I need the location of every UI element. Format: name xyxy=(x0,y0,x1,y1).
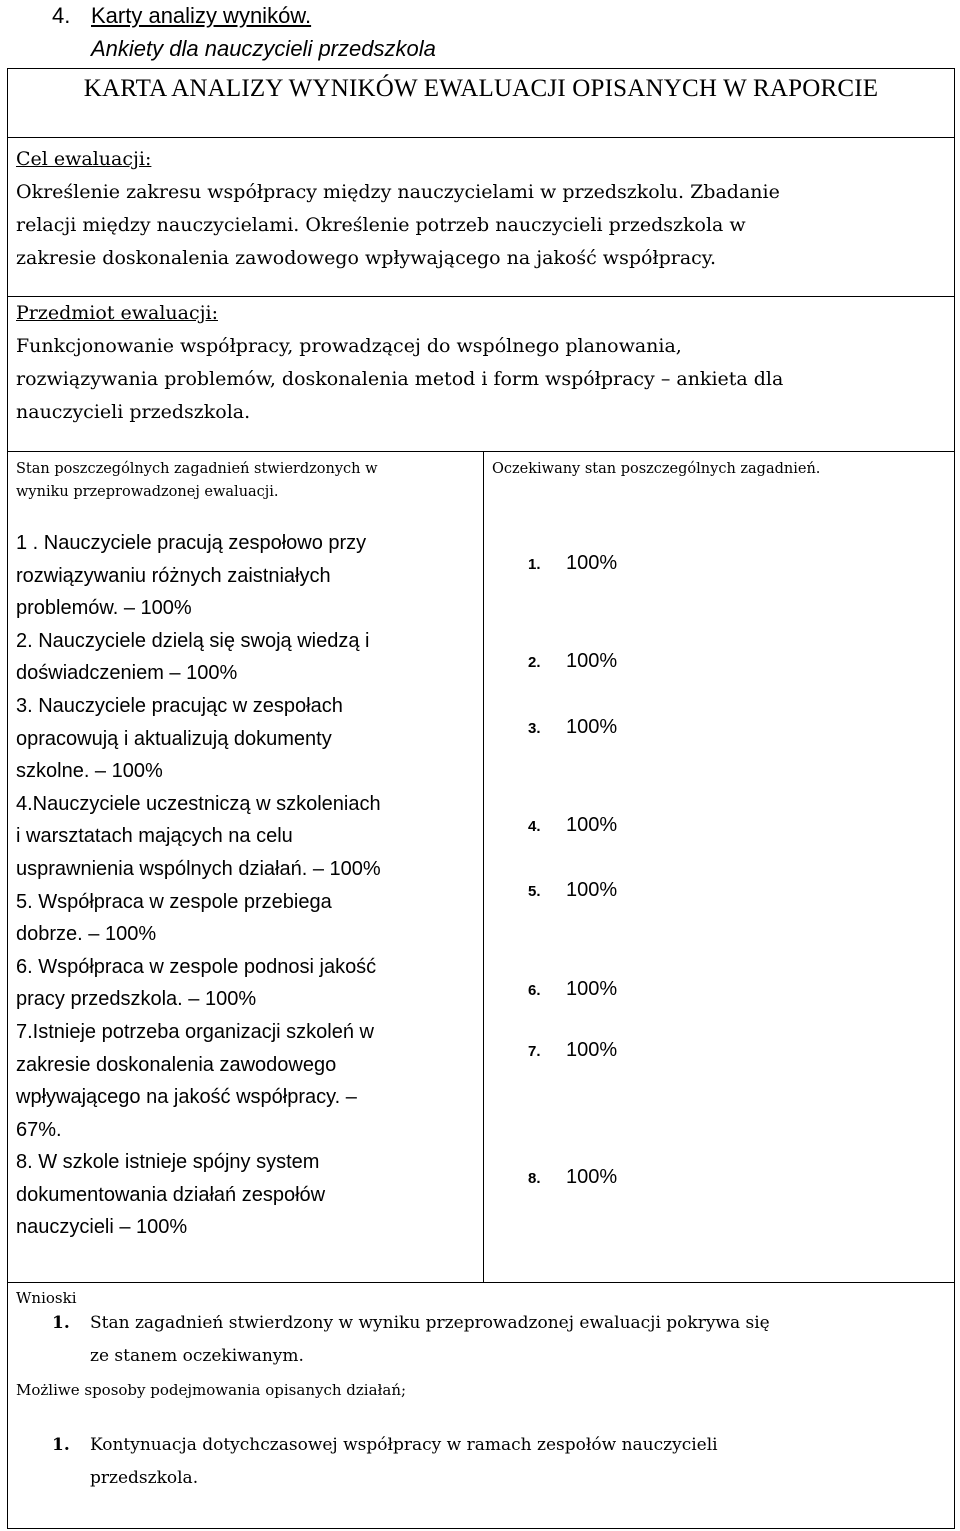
column-header-line: Stan poszczególnych zagadnień stwierdzonych w xyxy=(16,461,378,477)
expected-item: 5. 100% xyxy=(528,879,618,901)
conclusion-line: Stan zagadnień stwierdzony w wyniku przeprowadzonej ewaluacji pokrywa się xyxy=(90,1313,770,1333)
conclusion-item xyxy=(52,1307,947,1373)
conclusion-line: ze stanem oczekiwanym. xyxy=(90,1346,304,1366)
finding-item: 8. W szkole istnieje spójny system dokumentowania działań zespołów nauczycieli – 100% xyxy=(16,1151,326,1239)
expected-item: 1. 100% xyxy=(528,552,618,574)
goal-label: Cel ewaluacji: xyxy=(16,148,152,170)
divider xyxy=(8,137,954,138)
expected-item: 8. 100% xyxy=(528,1166,618,1188)
finding-item: 7.Istnieje potrzeba organizacji szkoleń w zakresie doskonalenia zawodowego wpływającego na jakość współpracy. – 67%. xyxy=(16,1020,374,1141)
card-title: KARTA ANALIZY WYNIKÓW EWALUACJI OPISANYCH W RAPORCIE xyxy=(83,75,879,102)
subject-label: Przedmiot ewaluacji: xyxy=(16,302,218,324)
column-header-current xyxy=(16,458,486,504)
finding-item: 2. Nauczyciele dzielą się swoją wiedzą i doświadczeniem – 100% xyxy=(16,629,370,685)
goal-line: zakresie doskonalenia zawodowego wpływającego na jakość współpracy. xyxy=(16,247,717,269)
expected-item: 4. 100% xyxy=(528,814,618,836)
finding-item: 5. Współpraca w zespole przebiega dobrze. – 100% xyxy=(16,890,332,946)
expected-item: 7. 100% xyxy=(528,1039,618,1061)
actions-label: Możliwe sposoby podejmowania opisanych działań; xyxy=(16,1381,407,1399)
finding-item: 6. Współpraca w zespole podnosi jakość pracy przedszkola. – 100% xyxy=(16,955,377,1011)
action-line: przedszkola. xyxy=(90,1468,199,1488)
goal-line: Określenie zakresu współpracy między nauczycielami w przedszkolu. Zbadanie xyxy=(16,181,780,203)
finding-item: 3. Nauczyciele pracując w zespołach opracowują i aktualizują dokumenty szkolne. – 100% xyxy=(16,694,343,783)
goal-line: relacji między nauczycielami. Określenie potrzeb nauczycieli przedszkola w xyxy=(16,214,746,236)
action-item xyxy=(52,1429,947,1495)
section-heading xyxy=(52,0,311,32)
analysis-card xyxy=(7,68,955,1529)
section-subtitle: Ankiety dla nauczycieli przedszkola xyxy=(91,36,436,61)
action-number: 1. xyxy=(52,1435,70,1455)
expected-item: 2. 100% xyxy=(528,650,618,672)
column-divider xyxy=(483,451,484,1282)
subject-line: rozwiązywania problemów, doskonalenia metod i form współpracy – ankieta dla xyxy=(16,368,784,390)
conclusion-number: 1. xyxy=(52,1313,70,1333)
expected-item: 3. 100% xyxy=(528,716,618,738)
finding-item: 1 . Nauczyciele pracują zespołowo przy rozwiązywaniu różnych zaistniałych problemów. – 100% xyxy=(16,532,367,620)
section-number: 4. xyxy=(52,3,71,28)
expected-item: 6. 100% xyxy=(528,978,618,1000)
subject-line: nauczycieli przedszkola. xyxy=(16,401,251,423)
findings-list xyxy=(16,527,486,1244)
finding-item: 4.Nauczyciele uczestniczą w szkoleniach i warsztatach mających na celu usprawnienia wspólnych działań. – 100% xyxy=(16,792,381,880)
divider xyxy=(8,1282,954,1283)
subject-section xyxy=(16,297,951,429)
divider xyxy=(8,451,954,452)
column-header-expected: Oczekiwany stan poszczególnych zagadnień. xyxy=(492,461,821,477)
subject-line: Funkcjonowanie współpracy, prowadzącej do wspólnego planowania, xyxy=(16,335,682,357)
conclusions-label: Wnioski xyxy=(16,1289,77,1307)
column-header-line: wyniku przeprowadzonej ewaluacji. xyxy=(16,484,279,500)
action-line: Kontynuacja dotychczasowej współpracy w ramach zespołów nauczycieli xyxy=(90,1435,718,1455)
section-title-link[interactable]: Karty analizy wyników. xyxy=(91,3,312,28)
goal-section xyxy=(16,143,951,275)
